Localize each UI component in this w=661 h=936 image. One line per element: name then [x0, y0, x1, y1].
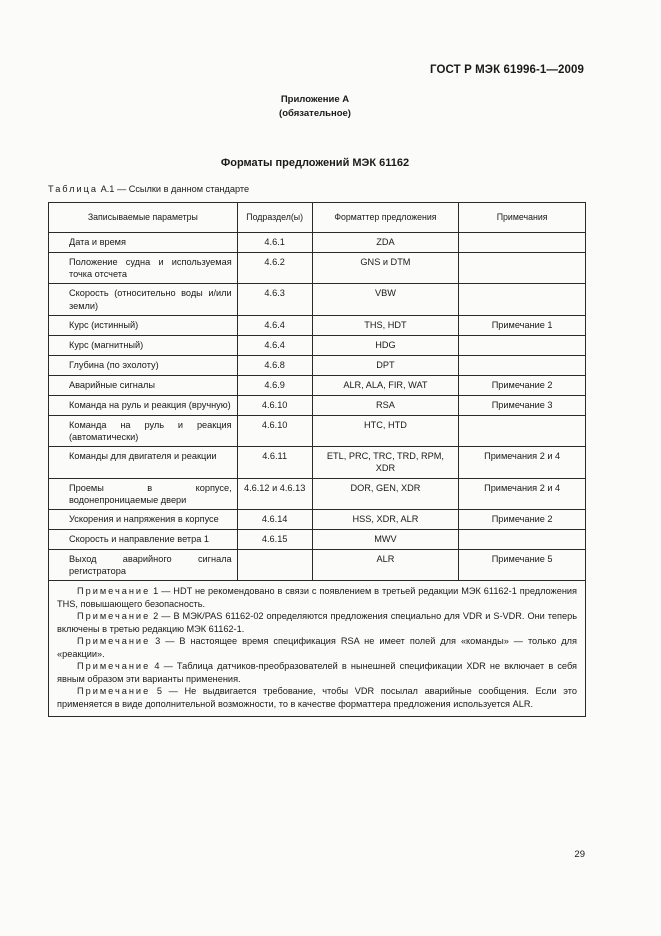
cell-formatter: ALR, ALA, FIR, WAT — [312, 375, 459, 395]
cell-formatter: MWV — [312, 530, 459, 550]
table-note — [57, 660, 577, 685]
cell-formatter: HSS, XDR, ALR — [312, 510, 459, 530]
cell-section: 4.6.15 — [237, 530, 312, 550]
table-row — [49, 530, 586, 550]
cell-note — [459, 355, 586, 375]
column-header-formatter: Форматтер предложения — [312, 203, 459, 233]
table-row — [49, 447, 586, 478]
cell-section: 4.6.14 — [237, 510, 312, 530]
cell-parameter: Выход аварийного сигнала регистратора — [49, 550, 238, 581]
cell-note — [459, 530, 586, 550]
cell-section: 4.6.10 — [237, 395, 312, 415]
cell-section: 4.6.2 — [237, 253, 312, 284]
note-number: 5 — [156, 686, 162, 697]
cell-note: Примечание 2 — [459, 375, 586, 395]
table-note — [57, 585, 577, 610]
table-note — [57, 610, 577, 635]
cell-parameter: Положение судна и используемая точка отсчета — [49, 253, 238, 284]
note-number: 4 — [154, 661, 160, 672]
cell-formatter: HTC, HTD — [312, 415, 459, 446]
table-caption — [48, 184, 249, 194]
table-row — [49, 253, 586, 284]
table-caption-number: А.1 — [100, 184, 115, 194]
cell-formatter: ZDA — [312, 233, 459, 253]
cell-parameter: Скорость и направление ветра 1 — [49, 530, 238, 550]
cell-formatter: ALR — [312, 550, 459, 581]
table-note — [57, 685, 577, 710]
table-row — [49, 335, 586, 355]
cell-parameter: Курс (истинный) — [49, 315, 238, 335]
cell-section: 4.6.4 — [237, 335, 312, 355]
column-header-parameters: Записываемые параметры — [49, 203, 238, 233]
cell-note — [459, 233, 586, 253]
table-caption-text: — Ссылки в данном стандарте — [116, 184, 250, 194]
table-row — [49, 415, 586, 446]
note-number: 2 — [153, 611, 159, 622]
document-code: ГОСТ Р МЭК 61996-1—2009 — [430, 64, 584, 76]
note-text: — В настоящее время спецификация RSA не имеет полей для «команды» — только для «реакции». — [57, 636, 577, 659]
cell-note — [459, 284, 586, 315]
cell-parameter: Ускорения и напряжения в корпусе — [49, 510, 238, 530]
column-header-notes: Примечания — [459, 203, 586, 233]
cell-note — [459, 253, 586, 284]
page-number: 29 — [574, 849, 585, 860]
cell-section: 4.6.11 — [237, 447, 312, 478]
note-label: Примечание — [77, 661, 151, 672]
cell-formatter: ETL, PRC, TRC, TRD, RPM, XDR — [312, 447, 459, 478]
cell-parameter: Курс (магнитный) — [49, 335, 238, 355]
cell-note — [459, 415, 586, 446]
table-row — [49, 510, 586, 530]
table-row — [49, 550, 586, 581]
column-header-sections: Подраздел(ы) — [237, 203, 312, 233]
table-row — [49, 315, 586, 335]
note-text: — HDT не рекомендовано в связи с появлением в третьей редакции МЭК 61162-1 предложения THS, повышающего безопасность. — [57, 586, 577, 609]
cell-parameter: Глубина (по эхолоту) — [49, 355, 238, 375]
cell-section: 4.6.1 — [237, 233, 312, 253]
note-text: — Таблица датчиков-преобразователей в нынешней спецификации XDR не включает в себя явным образом эти варианты применения. — [57, 661, 577, 684]
cell-note: Примечание 1 — [459, 315, 586, 335]
appendix-title: Приложение А — [280, 94, 350, 105]
table-row — [49, 478, 586, 509]
section-heading: Форматы предложений МЭК 61162 — [220, 157, 410, 169]
cell-section: 4.6.9 — [237, 375, 312, 395]
table-note — [57, 635, 577, 660]
references-table — [48, 202, 586, 717]
cell-note: Примечание 2 — [459, 510, 586, 530]
cell-formatter: RSA — [312, 395, 459, 415]
cell-section: 4.6.3 — [237, 284, 312, 315]
cell-parameter: Команда на руль и реакция (вручную) — [49, 395, 238, 415]
note-number: 3 — [155, 636, 161, 647]
table-row — [49, 233, 586, 253]
cell-formatter: DPT — [312, 355, 459, 375]
table-notes — [49, 581, 586, 717]
cell-parameter: Команды для двигателя и реакции — [49, 447, 238, 478]
cell-section: 4.6.12 и 4.6.13 — [237, 478, 312, 509]
cell-note: Примечание 5 — [459, 550, 586, 581]
cell-note — [459, 335, 586, 355]
cell-formatter: THS, HDT — [312, 315, 459, 335]
table-notes-row — [49, 581, 586, 717]
appendix-heading — [0, 93, 630, 121]
cell-formatter: GNS и DTM — [312, 253, 459, 284]
cell-section: 4.6.8 — [237, 355, 312, 375]
cell-formatter: VBW — [312, 284, 459, 315]
table-row — [49, 375, 586, 395]
cell-section: 4.6.10 — [237, 415, 312, 446]
note-label: Примечание — [77, 686, 151, 697]
table-row — [49, 355, 586, 375]
note-number: 1 — [153, 586, 159, 597]
cell-formatter: DOR, GEN, XDR — [312, 478, 459, 509]
appendix-subtitle: (обязательное) — [279, 108, 351, 119]
note-label: Примечание — [77, 611, 151, 622]
table-caption-label: Таблица — [48, 184, 99, 194]
cell-note: Примечание 3 — [459, 395, 586, 415]
note-label: Примечание — [77, 636, 151, 647]
table-row — [49, 395, 586, 415]
note-label: Примечание — [77, 586, 151, 597]
note-text: — Не выдвигается требование, чтобы VDR посылал аварийные сообщения. Если это применяется в виде дополнительной возможности, то в качестве форматтера предложения используется ALR. — [57, 686, 577, 709]
cell-parameter: Дата и время — [49, 233, 238, 253]
cell-parameter: Команда на руль и реакция (автоматически) — [49, 415, 238, 446]
table-row — [49, 284, 586, 315]
table-header-row — [49, 203, 586, 233]
cell-section — [237, 550, 312, 581]
cell-formatter: HDG — [312, 335, 459, 355]
cell-parameter: Проемы в корпусе, водонепроницаемые двери — [49, 478, 238, 509]
cell-section: 4.6.4 — [237, 315, 312, 335]
cell-parameter: Скорость (относительно воды и/или земли) — [49, 284, 238, 315]
note-text: — В МЭК/PAS 61162-02 определяются предложения специально для VDR и S-VDR. Они теперь включены в третью редакцию МЭК 61162-1. — [57, 611, 577, 634]
cell-note: Примечания 2 и 4 — [459, 478, 586, 509]
cell-parameter: Аварийные сигналы — [49, 375, 238, 395]
cell-note: Примечания 2 и 4 — [459, 447, 586, 478]
